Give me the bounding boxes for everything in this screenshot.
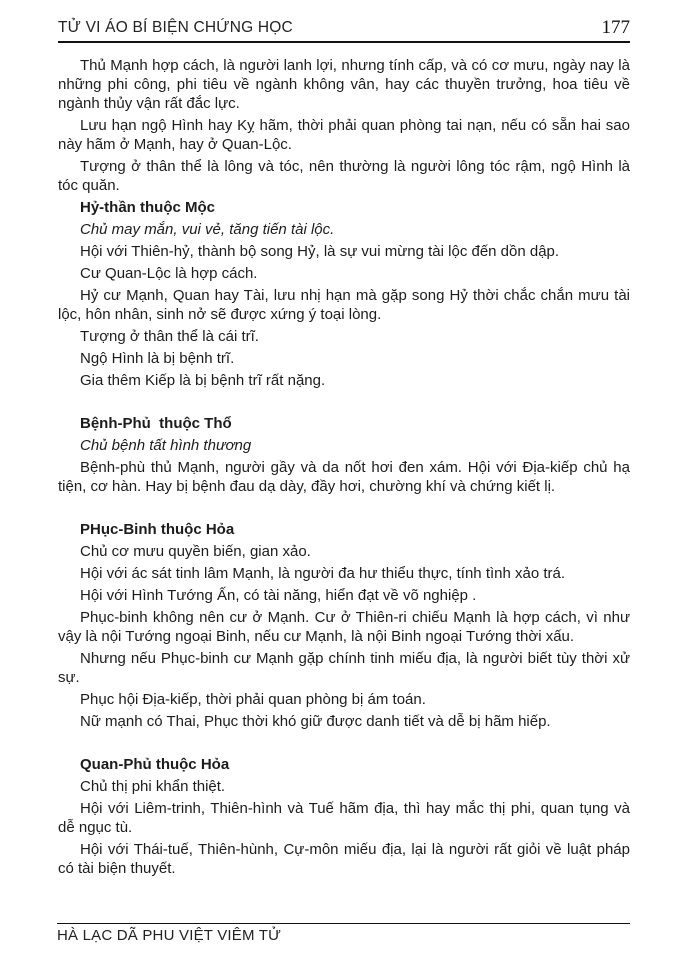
paragraph: Gia thêm Kiếp là bị bệnh trĩ rất nặng.	[80, 372, 326, 389]
paragraph: Nhưng nếu Phục-binh cư Mạnh gặp chính tinh miếu địa, là người biết tùy thời xử sự.	[58, 650, 630, 686]
page-footer	[57, 923, 630, 945]
subtitle-italic: Chủ may mắn, vui vẻ, tăng tiến tài lộc.	[80, 221, 335, 238]
paragraph: Chủ cơ mưu quyền biến, gian xảo.	[80, 543, 311, 560]
paragraph: Tượng ở thân thể là lông và tóc, nên thường là người lông tóc rậm, ngộ Hình là tóc quăn.	[58, 158, 630, 194]
paragraph: Chủ thị phi khẩn thiệt.	[80, 778, 226, 795]
section-heading: Hỷ-thần thuộc Mộc	[80, 199, 215, 216]
paragraph: Hội với Hình Tướng Ấn, có tài năng, hiển đạt về võ nghiệp .	[80, 587, 477, 604]
paragraph: Hỷ cư Mạnh, Quan hay Tài, lưu nhị hạn mà gặp song Hỷ thời chắc chắn mưu tài lộc, hôn nhân, sinh nở sẽ được xứng ý toại lòng.	[58, 287, 630, 323]
paragraph: Lưu hạn ngộ Hình hay Kỵ hãm, thời phải quan phòng tai nạn, nếu có sẵn hai sao này hãm ở Mạnh, hay ở Quan-Lộc.	[58, 117, 630, 153]
subtitle-italic: Chủ bệnh tất hình thương	[80, 437, 252, 454]
paragraph: Tượng ở thân thể là cái trĩ.	[80, 328, 259, 345]
book-title: TỬ VI ÁO BÍ BIỆN CHỨNG HỌC	[58, 19, 293, 36]
paragraph: Cư Quan-Lộc là hợp cách.	[80, 265, 258, 282]
section-heading: PHục-Binh thuộc Hỏa	[80, 521, 235, 538]
paragraph: Hội với Liêm-trinh, Thiên-hình và Tuế hãm địa, thì hay mắc thị phi, quan tụng và dễ ngục tù.	[58, 800, 630, 836]
paragraph: Nữ mạnh có Thai, Phục thời khó giữ được danh tiết và dễ bị hãm hiếp.	[80, 713, 551, 730]
page-header	[58, 18, 630, 43]
document-body	[58, 56, 630, 878]
author-name: HÀ LẠC DÃ PHU VIỆT VIÊM TỬ	[57, 927, 282, 944]
section-heading: Bệnh-Phủ thuộc Thổ	[80, 415, 232, 432]
paragraph: Hội với Thái-tuế, Thiên-hùnh, Cự-môn miếu địa, lại là người rất giỏi về luật pháp có tài biện thuyết.	[58, 841, 630, 877]
paragraph: Thủ Mạnh hợp cách, là người lanh lợi, nhưng tính cấp, và có cơ mưu, ngày nay là những phi công, phi tiêu về ngành không vân, hay các thuyền trưởng, hoa tiêu về ngành thủy vận rất đắc lực.	[58, 57, 630, 112]
paragraph: Phục-binh không nên cư ở Mạnh. Cư ở Thiên-ri chiếu Mạnh là hợp cách, vì như vậy là nội Tướng ngoại Binh, nếu cư Mạnh, là nội Binh ngoại Tướng thời xấu.	[58, 609, 630, 645]
paragraph: Phục hội Địa-kiếp, thời phải quan phòng bị ám toán.	[80, 691, 426, 708]
paragraph: Hội với ác sát tinh lâm Mạnh, là người đa hư thiểu thực, tính tình xảo trá.	[80, 565, 566, 582]
paragraph: Ngộ Hình là bị bệnh trĩ.	[80, 350, 235, 367]
paragraph: Bệnh-phù thủ Mạnh, người gầy và da nốt hơi đen xám. Hội với Địa-kiếp chủ hạ tiện, cơ hàn. Hay bị bệnh đau dạ dày, đầy hơi, chường khí và chứng kiết lị.	[58, 459, 630, 495]
page-number: 177	[601, 17, 630, 38]
section-heading: Quan-Phủ thuộc Hỏa	[80, 756, 230, 773]
paragraph: Hội với Thiên-hỷ, thành bộ song Hỷ, là sự vui mừng tài lộc đến dồn dập.	[80, 243, 560, 260]
